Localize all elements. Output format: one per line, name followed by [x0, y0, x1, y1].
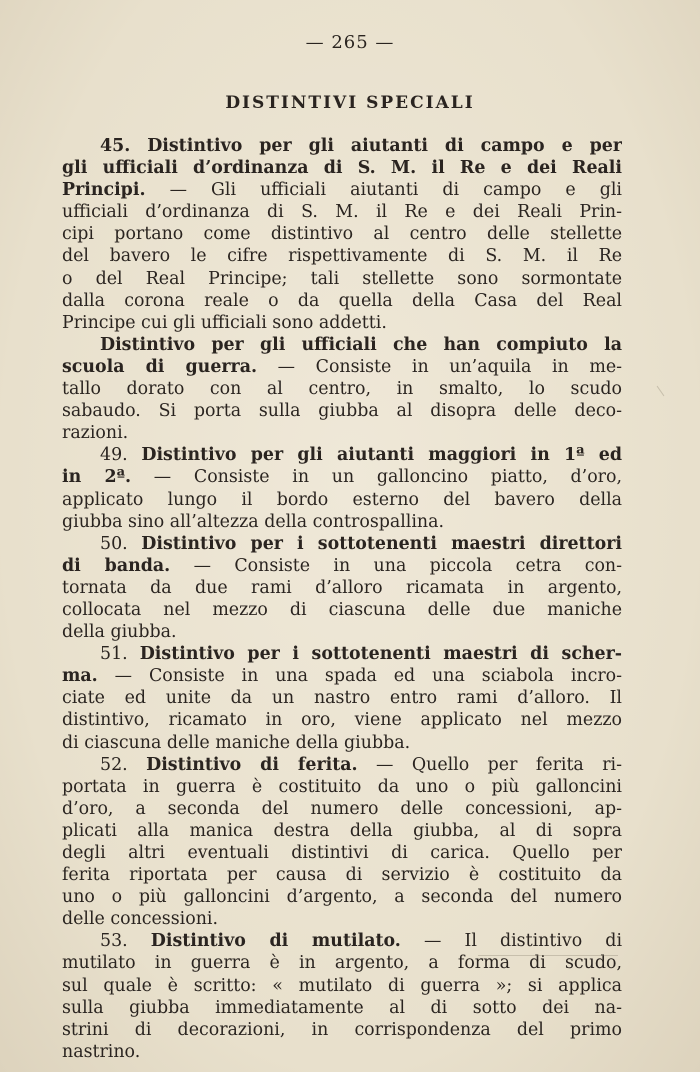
text-line — [62, 621, 622, 643]
body-text: della giubba. — [62, 622, 177, 643]
body-text: applicato lungo il bordo esterno del bavero della — [62, 489, 622, 510]
text-line — [62, 135, 622, 157]
text-line — [62, 378, 622, 400]
body-text: uno o più galloncini d’argento, a seconda del numero — [62, 887, 622, 908]
text-line — [62, 997, 622, 1019]
text-line — [62, 245, 622, 267]
bold-text: in 2ª. — [62, 467, 132, 488]
body-text: plicati alla manica destra della giubba, al di sopra — [62, 820, 622, 841]
text-line — [62, 223, 622, 245]
body-text: 53. — [100, 931, 151, 952]
bold-text: Distintivo per gli ufficiali che han compiuto la — [100, 334, 622, 355]
text-line — [62, 908, 622, 930]
body-text: sulla giubba immediatamente al di sotto dei na- — [62, 997, 622, 1018]
body-text: ufficiali d’ordinanza di S. M. il Re e dei Reali Prin- — [62, 202, 622, 223]
text-line — [62, 268, 622, 290]
text-line — [62, 798, 622, 820]
text-line — [62, 1019, 622, 1041]
bold-text: di banda. — [62, 555, 171, 576]
body-text: ciate ed unite da un nastro entro rami d’alloro. Il — [62, 688, 622, 709]
text-line — [62, 864, 622, 886]
body-text: del bavero le cifre rispettivamente di S. M. il Re — [62, 246, 622, 267]
bold-text: 45. Distintivo per gli aiutanti di campo e per — [100, 136, 622, 156]
bold-text: Principi. — [62, 180, 146, 201]
text-line — [62, 334, 622, 356]
body-text: — Gli ufficiali aiutanti di campo e gli — [145, 180, 622, 201]
text-line — [62, 356, 622, 378]
text-line — [62, 886, 622, 908]
body-text: d’oro, a seconda del numero delle concessioni, ap- — [62, 798, 622, 819]
body-text: — Quello per ferita ri- — [357, 754, 622, 775]
text-line — [62, 599, 622, 621]
text-line — [62, 665, 622, 687]
scratch-mark — [657, 386, 665, 396]
text-line — [62, 511, 622, 533]
body-text: — Consiste in una piccola cetra con- — [170, 555, 622, 576]
bold-text: Distintivo per gli aiutanti maggiori in 1ª ed — [141, 445, 622, 466]
body-text: strini di decorazioni, in corrispondenza del primo — [62, 1019, 622, 1040]
bold-text: gli ufficiali d’ordinanza di S. M. il Re e dei Reali — [62, 158, 622, 179]
body-text: tornata da due rami d’alloro ricamata in argento, — [62, 577, 622, 598]
text-line — [62, 489, 622, 511]
body-text: o del Real Principe; tali stellette sono sormontate — [62, 268, 622, 289]
text-line — [62, 577, 622, 599]
text-line — [62, 466, 622, 488]
body-text: 52. — [100, 754, 147, 775]
body-text: dalla corona reale o da quella della Casa del Real — [62, 290, 622, 311]
body-text: Principe cui gli ufficiali sono addetti. — [62, 312, 387, 333]
bold-text: ma. — [62, 666, 98, 687]
bold-text: Distintivo di ferita. — [146, 754, 358, 775]
text-line — [62, 290, 622, 312]
body-text: 49. — [100, 445, 142, 466]
text-line — [62, 555, 622, 577]
text-line — [62, 687, 622, 709]
text-line — [62, 975, 622, 997]
text-line — [62, 842, 622, 864]
body-text: razioni. — [62, 423, 129, 444]
body-text: tallo dorato con al centro, in smalto, lo scudo — [62, 379, 622, 400]
body-text: collocata nel mezzo di ciascuna delle due maniche — [62, 599, 622, 620]
body-text: — Consiste in un galloncino piatto, d’oro, — [131, 467, 622, 488]
text-line — [62, 422, 622, 444]
text-line — [62, 754, 622, 776]
text-line — [62, 201, 622, 223]
body-text: — Consiste in una spada ed una sciabola incro- — [97, 666, 622, 687]
body-text: sabaudo. Si porta sulla giubba al disopra delle deco- — [62, 401, 622, 422]
body-text: ferita riportata per causa di servizio è costituito da — [62, 865, 622, 886]
bold-text: scuola di guerra. — [62, 356, 258, 377]
body-text: — Il distintivo di — [400, 931, 622, 952]
body-text: — Consiste in un’aquila in me- — [257, 356, 622, 377]
body-text: 51. — [100, 644, 140, 665]
text-line — [62, 930, 622, 952]
text-line — [62, 444, 622, 466]
body-text: 50. — [100, 533, 142, 554]
text-line — [62, 732, 622, 754]
text-line — [62, 1041, 622, 1063]
body-text: portata in guerra è costituito da uno o più galloncini — [62, 776, 622, 797]
body-text: giubba sino all’altezza della controspallina. — [62, 511, 445, 532]
text-line — [62, 643, 622, 665]
text-line — [62, 312, 622, 334]
bold-text: Distintivo di mutilato. — [150, 931, 401, 952]
body-text: di ciascuna delle maniche della giubba. — [62, 732, 411, 753]
body-text: distintivo, ricamato in oro, viene applicato nel mezzo — [62, 710, 622, 731]
bold-text: Distintivo per i sottotenenti maestri direttori — [141, 533, 622, 554]
body-text: degli altri eventuali distintivi di carica. Quello per — [62, 843, 622, 863]
page-number: — 265 — — [305, 32, 395, 53]
text-line — [62, 533, 622, 555]
page-body — [62, 135, 622, 1063]
body-text: cipi portano come distintivo al centro delle stellette — [62, 224, 622, 245]
body-text: mutilato in guerra è in argento, a forma di scudo, — [62, 953, 622, 974]
text-line — [62, 820, 622, 842]
scratch-mark — [478, 955, 618, 956]
text-line — [62, 709, 622, 731]
body-text: nastrino. — [62, 1041, 141, 1062]
text-line — [62, 179, 622, 201]
bold-text: Distintivo per i sottotenenti maestri di scher- — [139, 644, 622, 665]
section-heading: DISTINTIVI SPECIALI — [225, 93, 475, 113]
text-line — [62, 157, 622, 179]
text-line — [62, 776, 622, 798]
body-text: sul quale è scritto: « mutilato di guerra »; si applica — [62, 975, 622, 996]
body-text: delle concessioni. — [62, 909, 218, 930]
text-line — [62, 400, 622, 422]
